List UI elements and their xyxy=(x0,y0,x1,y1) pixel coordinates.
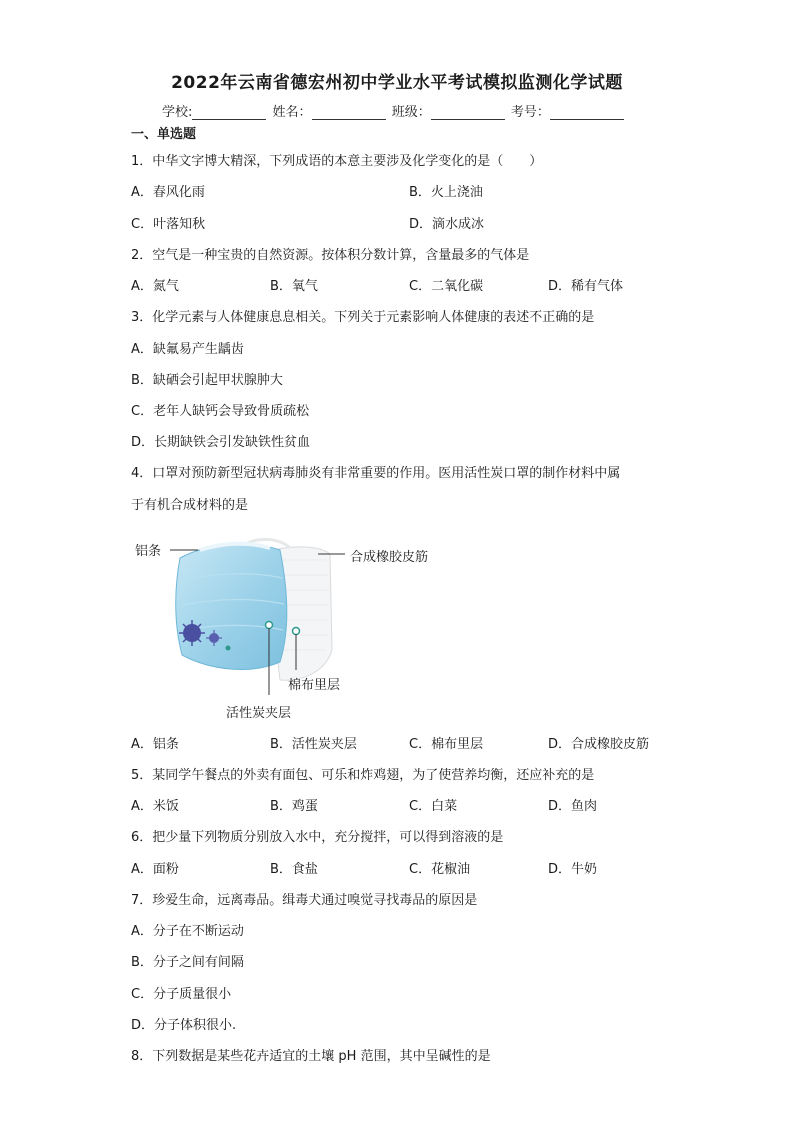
school-blank[interactable] xyxy=(192,105,266,120)
exam-title: 2022年云南省德宏州初中学业水平考试模拟监测化学试题 xyxy=(171,73,623,93)
question-3-option-a[interactable]: A．缺氟易产生龋齿 xyxy=(131,342,244,357)
question-3-option-c[interactable]: C．老年人缺钙会导致骨质疏松 xyxy=(131,404,310,419)
section-title: 一、单选题 xyxy=(131,127,197,142)
question-7-stem: 7．珍爱生命，远离毒品。缉毒犬通过嗅觉寻找毒品的原因是 xyxy=(131,893,478,908)
question-6-option-c[interactable]: C．花椒油 xyxy=(409,862,471,877)
question-1-option-b[interactable]: B．火上浇油 xyxy=(409,185,483,200)
label-cotton: 棉布里层 xyxy=(288,678,341,693)
question-5-option-b[interactable]: B．鸡蛋 xyxy=(270,799,318,814)
question-1-option-a[interactable]: A．春风化雨 xyxy=(131,185,205,200)
question-7-option-a[interactable]: A．分子在不断运动 xyxy=(131,924,244,939)
question-5-option-c[interactable]: C．白菜 xyxy=(409,799,458,814)
question-2-stem: 2．空气是一种宝贵的自然资源。按体积分数计算，含量最多的气体是 xyxy=(131,248,530,263)
exam-no-label: 考号： xyxy=(510,105,550,120)
question-1-option-d[interactable]: D．滴水成冰 xyxy=(409,217,485,232)
name-blank[interactable] xyxy=(312,105,386,120)
label-rubber: 合成橡胶皮筋 xyxy=(350,550,429,565)
question-6-stem: 6．把少量下列物质分别放入水中，充分搅拌，可以得到溶液的是 xyxy=(131,830,504,845)
question-4-option-a[interactable]: A．铝条 xyxy=(131,737,179,752)
question-4-option-c[interactable]: C．棉布里层 xyxy=(409,737,484,752)
question-4-stem-line-2: 于有机合成材料的是 xyxy=(131,498,249,513)
class-blank[interactable] xyxy=(431,105,505,120)
question-1-stem: 1．中华文字博大精深，下列成语的本意主要涉及化学变化的是（ ） xyxy=(131,154,543,169)
question-5-option-d[interactable]: D．鱼肉 xyxy=(548,799,598,814)
question-5-stem: 5．某同学午餐点的外卖有面包、可乐和炸鸡翅，为了使营养均衡，还应补充的是 xyxy=(131,768,595,783)
class-label: 班级： xyxy=(391,105,431,120)
question-6-option-d[interactable]: D．牛奶 xyxy=(548,862,598,877)
question-3-option-d[interactable]: D．长期缺铁会引发缺铁性贫血 xyxy=(131,435,311,450)
name-label: 姓名： xyxy=(272,105,312,120)
carbon-layer-marker xyxy=(266,622,273,629)
question-3-stem: 3．化学元素与人体健康息息相关。下列关于元素影响人体健康的表述不正确的是 xyxy=(131,310,595,325)
question-8-stem: 8．下列数据是某些花卉适宜的土壤 pH 范围，其中呈碱性的是 xyxy=(131,1049,491,1064)
question-7-option-d[interactable]: D．分子体积很小. xyxy=(131,1018,237,1033)
exam-no-blank[interactable] xyxy=(550,105,624,120)
outer-mask-shape xyxy=(176,544,287,670)
question-3-option-b[interactable]: B．缺硒会引起甲状腺肿大 xyxy=(131,373,283,388)
label-carbon: 活性炭夹层 xyxy=(226,706,292,721)
question-4-option-d[interactable]: D．合成橡胶皮筋 xyxy=(548,737,650,752)
question-1-option-c[interactable]: C．叶落知秋 xyxy=(131,217,206,232)
label-aluminum: 铝条 xyxy=(135,544,162,559)
question-2-option-a[interactable]: A．氮气 xyxy=(131,279,179,294)
question-7-option-c[interactable]: C．分子质量很小 xyxy=(131,987,232,1002)
mask-diagram xyxy=(130,530,470,725)
mask-dot xyxy=(226,646,231,651)
school-label: 学校: xyxy=(162,105,193,120)
question-2-option-b[interactable]: B．氧气 xyxy=(270,279,318,294)
question-2-option-c[interactable]: C．二氧化碳 xyxy=(409,279,484,294)
question-5-option-a[interactable]: A．米饭 xyxy=(131,799,179,814)
question-4-option-b[interactable]: B．活性炭夹层 xyxy=(270,737,357,752)
student-info-line xyxy=(162,101,626,120)
question-6-option-a[interactable]: A．面粉 xyxy=(131,862,179,877)
question-6-option-b[interactable]: B．食盐 xyxy=(270,862,318,877)
cotton-layer-marker xyxy=(293,628,300,635)
question-2-option-d[interactable]: D．稀有气体 xyxy=(548,279,624,294)
question-7-option-b[interactable]: B．分子之间有间隔 xyxy=(131,955,244,970)
question-4-stem-line-1: 4．口罩对预防新型冠状病毒肺炎有非常重要的作用。医用活性炭口罩的制作材料中属 xyxy=(131,466,621,481)
